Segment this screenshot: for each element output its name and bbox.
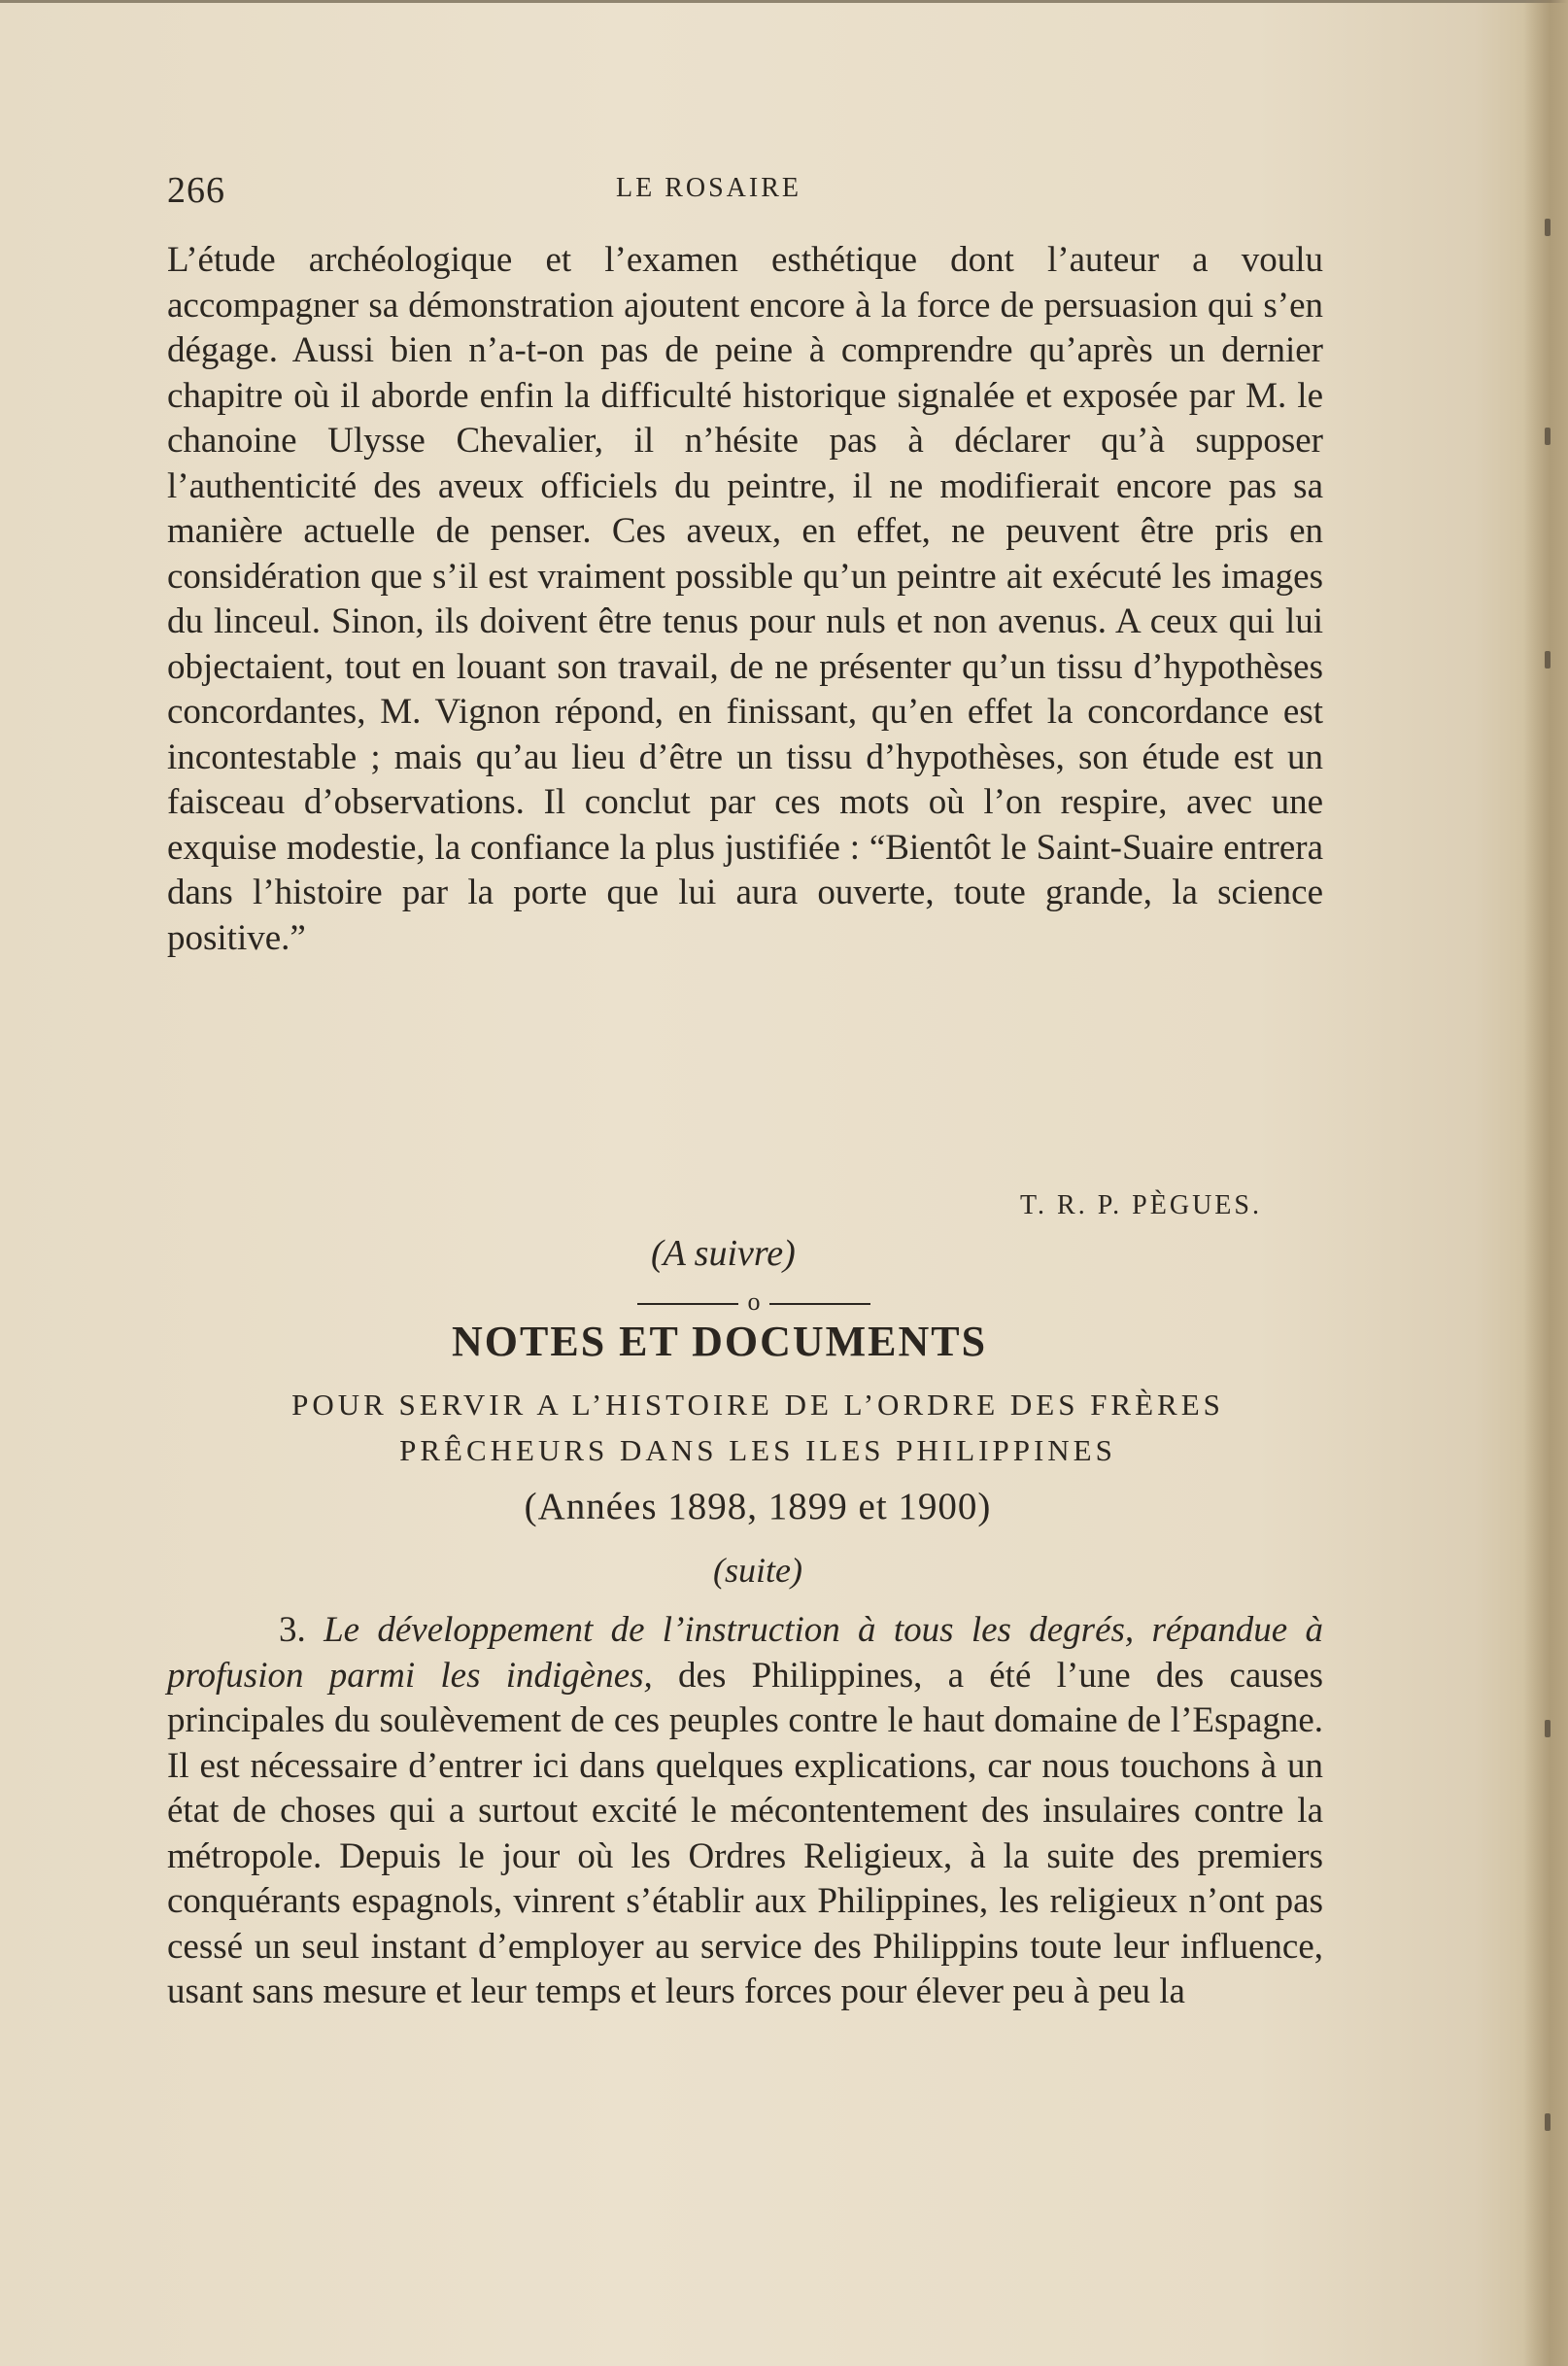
point-italic-text: Le développement de l’instruction à tous les degrés, répandue à profusion parmi les indigènes, [167, 1610, 1324, 1696]
point-number: 3. [279, 1610, 306, 1650]
edge-mark [1545, 1720, 1551, 1737]
point-text: des Philippines, a été l’une des causes principales du soulèvement de ces peuples contre le haut domaine de l’Espagne. Il est nécessaire d’entrer ici dans quelques explications, car nous touchons à un état de choses qui a surtout excité le mécontentement des insulaires contre la métropole. Depuis le jour où les Ordres Religieux, à la suite des premiers conquérants espagnols, vinrent s’établir aux Philippines, les religieux n’ont pas cessé un seul instant d’employer au service des Philippins toute leur influence, usant sans mesure et leur temps et leurs forces pour élever peu à peu la [167, 1655, 1324, 2011]
years-heading: (Années 1898, 1899 et 1900) [524, 1486, 992, 1527]
section-subtitle-line-2: PRÊCHEURS DANS LES ILES PHILIPPINES [399, 1433, 1116, 1467]
edge-mark [1545, 2113, 1551, 2131]
page-number: 266 [167, 170, 225, 211]
section-divider [637, 1287, 870, 1317]
continued-note: (suite) [713, 1551, 802, 1590]
divider-glyph: o [747, 1287, 761, 1316]
edge-mark [1545, 651, 1551, 669]
divider-line-right [769, 1303, 870, 1305]
notes-paragraph [167, 1608, 1323, 2015]
section-title: NOTES ET DOCUMENTS [452, 1318, 988, 1365]
article-paragraph: L’étude archéologique et l’examen esthétique dont l’auteur a voulu accompagner sa démonstration ajoutent encore à la force de persuasion qui s’en dégage. Aussi bien n’a-t-on pas de peine à comprendre qu’après un dernier chapitre où il aborde enfin la difficulté historique signalée et exposée par M. le chanoine Ulysse Chevalier, il n’hésite pas à déclarer qu’à supposer l’authenticité des aveux officiels du peintre, il ne modifierait encore pas sa manière actuelle de penser. Ces aveux, en effet, ne peuvent être pris en considération que s’il est vraiment possible qu’un peintre ait exécuté les images du linceul. Sinon, ils doivent être tenus pour nuls et non avenus. A ceux qui lui objectaient, tout en louant son travail, de ne présenter qu’un tissu d’hypothèses concordantes, M. Vignon répond, en finissant, qu’en effet la concordance est incontestable ; mais qu’au lieu d’être un tissu d’hypothèses, son étude est un faisceau d’observations. Il conclut par ces mots où l’on respire, avec une exquise modestie, la confiance la plus justifiée : “Bientôt le Saint-Suaire entrera dans l’histoire par la porte que lui aura ouverte, toute grande, la science positive.” [167, 240, 1323, 958]
page-gutter-shadow [1523, 0, 1568, 2366]
author-signature: T. R. P. PÈGUES. [1020, 1190, 1262, 1220]
edge-mark [1545, 219, 1551, 236]
running-title: LE ROSAIRE [616, 173, 801, 203]
top-rule [0, 0, 1568, 3]
edge-mark [1545, 428, 1551, 445]
to-follow-note: (A suivre) [651, 1233, 796, 1274]
section-subtitle-line-1: POUR SERVIR A L’HISTOIRE DE L’ORDRE DES FRÈRES [291, 1388, 1224, 1422]
page-header [167, 165, 1333, 210]
divider-line-left [637, 1303, 738, 1305]
